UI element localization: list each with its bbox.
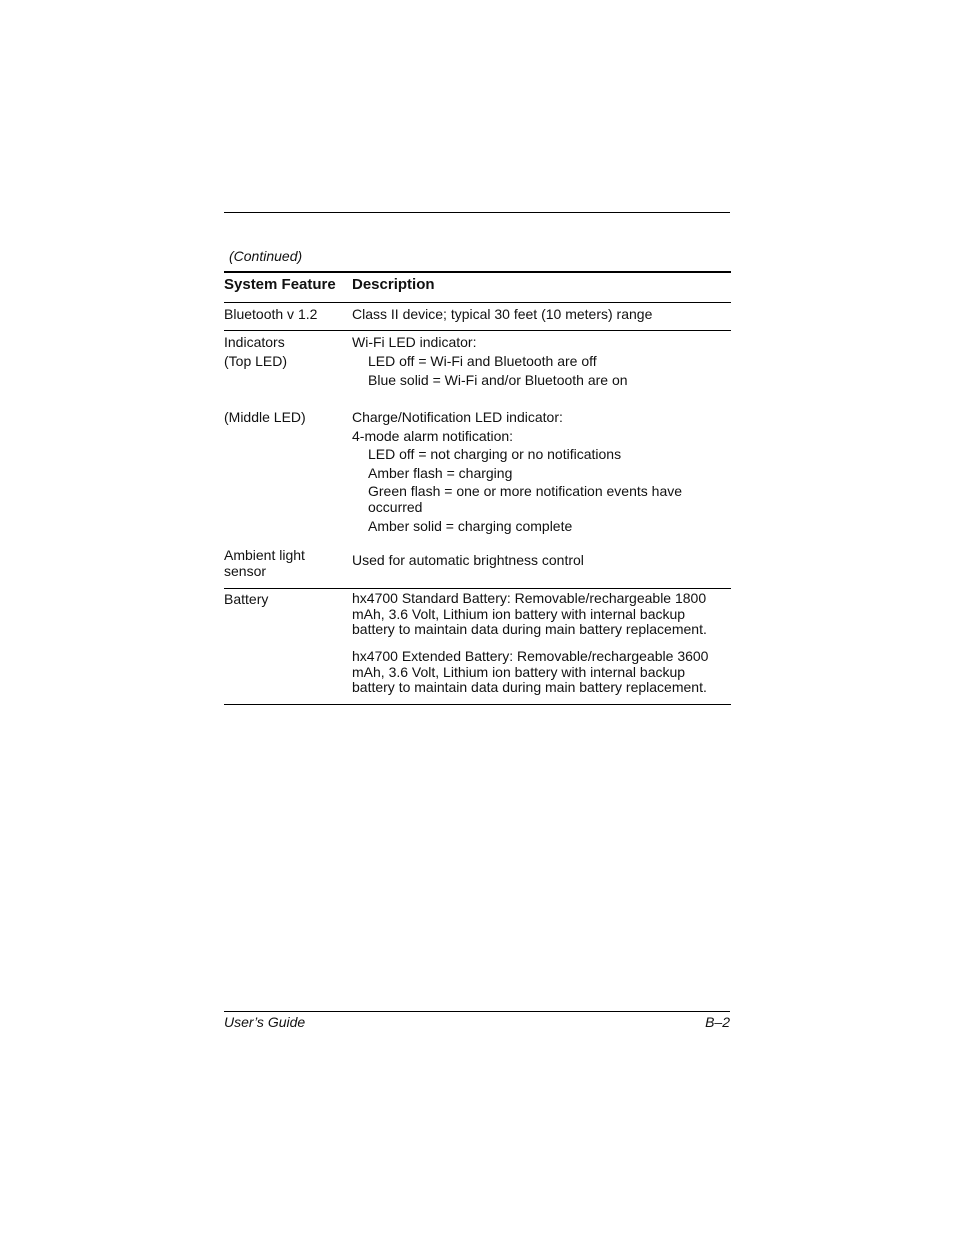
header-system-feature: System Feature <box>224 276 336 293</box>
row-divider-1 <box>224 330 731 331</box>
footer-rule <box>224 1011 730 1012</box>
feature-indicators: Indicators <box>224 334 285 350</box>
charge-led-title: Charge/Notification LED indicator: <box>352 409 563 425</box>
page-number: B–2 <box>705 1014 730 1030</box>
desc-battery-extended: hx4700 Extended Battery: Removable/rechargeable 3600 mAh, 3.6 Volt, Lithium ion battery with internal backup battery to maintain data during main battery replacement. <box>352 648 709 695</box>
charge-led-item: LED off = not charging or no notifications <box>368 446 622 462</box>
desc-battery-standard: hx4700 Standard Battery: Removable/rechargeable 1800 mAh, 3.6 Volt, Lithium ion battery with internal backup battery to maintain data during main battery replacement. <box>352 590 707 637</box>
feature-top-led: (Top LED) <box>224 353 288 369</box>
feature-ambient-light-sensor: Ambient light sensor <box>224 547 305 579</box>
wifi-led-item: LED off = Wi-Fi and Bluetooth are off <box>368 353 597 369</box>
table-bottom-rule <box>224 704 731 705</box>
wifi-led-item: Blue solid = Wi-Fi and/or Bluetooth are on <box>368 372 628 388</box>
alarm-title: 4-mode alarm notification: <box>352 428 514 444</box>
feature-middle-led: (Middle LED) <box>224 409 306 425</box>
top-rule <box>224 212 730 213</box>
desc-bluetooth: Class II device; typical 30 feet (10 meters) range <box>352 306 653 322</box>
feature-bluetooth: Bluetooth v 1.2 <box>224 306 318 322</box>
desc-ambient-light-sensor: Used for automatic brightness control <box>352 552 584 568</box>
charge-led-item: Amber flash = charging <box>368 465 513 481</box>
charge-led-item: Green flash = one or more notification events have occurred <box>368 483 683 515</box>
feature-battery: Battery <box>224 591 269 607</box>
header-description: Description <box>352 276 435 293</box>
header-divider <box>224 302 731 303</box>
footer-title: User’s Guide <box>224 1014 306 1030</box>
continued-label: (Continued) <box>229 248 303 264</box>
charge-led-item: Amber solid = charging complete <box>368 518 573 534</box>
table-top-rule <box>224 271 731 273</box>
row-divider-2 <box>224 588 731 589</box>
wifi-led-title: Wi-Fi LED indicator: <box>352 334 477 350</box>
